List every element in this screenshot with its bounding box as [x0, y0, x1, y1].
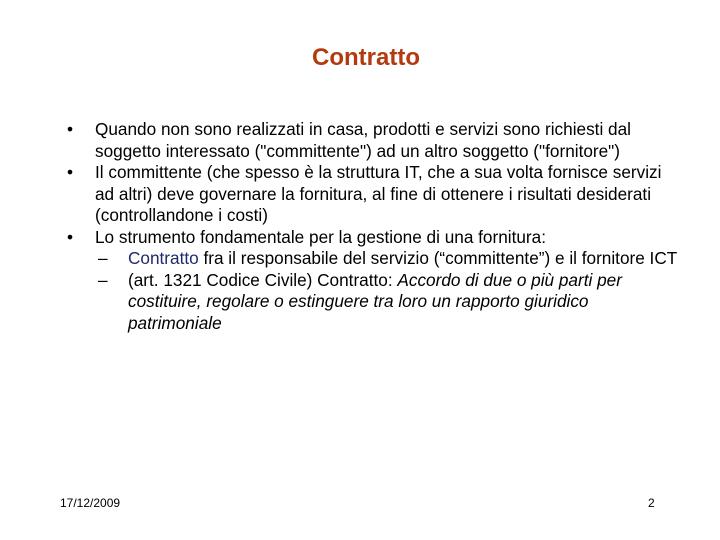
sub-bullet-contract-parties	[60, 248, 680, 270]
bullet-item-outsourcing	[60, 119, 680, 162]
sub-bullet-prefix: (art. 1321 Codice Civile) Contratto:	[128, 269, 398, 290]
bullet-dot-icon: •	[67, 119, 74, 139]
bullet-item-governance	[60, 162, 680, 227]
bullet-text: Il committente (che spesso è la struttura IT, che a sua volta fornisce servizi ad altri) deve governare la fornitura, al fine di ottenere i risultati desiderati (controllandone i costi)	[95, 162, 662, 225]
slide-title: Contratto	[312, 44, 420, 71]
bullet-text: Quando non sono realizzati in casa, prodotti e servizi sono richiesti dal soggetto interessato ("committente") ad un altro soggetto ("fornitore")	[95, 119, 631, 161]
dash-icon: –	[98, 248, 108, 268]
bullet-text: Lo strumento fondamentale per la gestione di una fornitura:	[95, 226, 546, 247]
dash-icon: –	[98, 269, 108, 290]
bullet-dot-icon: •	[67, 162, 74, 182]
contract-definition: Accordo di due o più parti per costituire, regolare o estinguere tra loro un rapporto giuridico patrimoniale	[128, 269, 622, 333]
sub-bullet-text: fra il responsabile del servizio (“committente”) e il fornitore ICT	[198, 248, 678, 268]
sub-bullet-civil-code	[60, 270, 680, 335]
keyword-contratto: Contratto	[128, 248, 199, 268]
bullet-list	[60, 119, 680, 334]
bullet-dot-icon: •	[67, 226, 74, 247]
footer-date: 17/12/2009	[60, 496, 121, 510]
bullet-item-instrument	[60, 227, 680, 249]
slide-number: 2	[648, 496, 655, 510]
